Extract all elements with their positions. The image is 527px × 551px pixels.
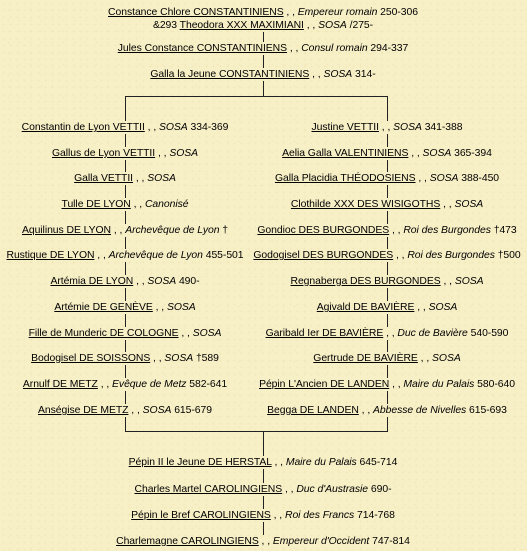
separator: , , [133, 199, 143, 210]
tree-connector [125, 160, 126, 172]
person-title: SOSA [159, 122, 188, 133]
person-dates: †473 [493, 225, 517, 236]
tree-connector [125, 314, 126, 327]
person-link[interactable]: Rustique DE LYON [6, 250, 95, 261]
person-title: SOSA [422, 148, 452, 159]
person-link[interactable]: Charles Martel CAROLINGIENS [134, 484, 283, 495]
person-title: Roi des Francs [284, 510, 355, 521]
person-entry [317, 301, 458, 314]
person-entry [31, 352, 219, 365]
person-title: Maire du Palais [285, 457, 357, 468]
person-entry [313, 352, 460, 365]
separator: , , [395, 250, 405, 261]
separator: , , [261, 536, 271, 547]
separator: , , [273, 510, 283, 521]
person-link[interactable]: Artémie DE GENÈVE [54, 302, 153, 313]
person-entry [267, 404, 507, 417]
tree-connector [125, 391, 126, 404]
separator: , , [113, 225, 123, 236]
tree-connector [125, 365, 126, 378]
person-dates: 334-369 [190, 122, 229, 133]
separator: , , [274, 457, 283, 468]
person-link[interactable]: Artémia DE LYON [50, 276, 134, 287]
tree-connector [387, 160, 388, 172]
person-link[interactable]: Godogisel DES BURGONDES [253, 250, 394, 261]
person-title: SOSA [147, 173, 176, 184]
person-title: Canonisé [144, 199, 189, 210]
separator: , , [361, 405, 371, 416]
separator: , , [418, 173, 427, 184]
person-dates: 582-641 [189, 379, 228, 390]
person-entry [74, 172, 176, 185]
tree-connector [387, 237, 388, 249]
person-dates: †500 [497, 250, 521, 261]
person-entry [131, 509, 395, 522]
separator: , , [312, 69, 321, 80]
separator: , , [420, 353, 430, 364]
separator: , , [289, 43, 299, 54]
person-entry [266, 327, 509, 340]
separator: , , [135, 173, 145, 184]
tree-connector [387, 262, 388, 275]
person-dates: 540-590 [470, 328, 509, 339]
person-title: Roi des Burgondes [407, 250, 495, 261]
person-title: Roi des Burgondes [403, 225, 491, 236]
separator: , , [100, 379, 110, 390]
separator: , , [381, 122, 391, 133]
person-title: SOSA [192, 328, 222, 339]
person-entry [116, 535, 410, 548]
person-title: SOSA [166, 302, 196, 313]
person-entry [150, 68, 375, 81]
tree-connector [387, 96, 388, 121]
separator: , , [284, 484, 294, 495]
tree-connector [387, 340, 388, 352]
separator: , , [286, 7, 295, 18]
tree-connector [125, 96, 388, 97]
person-link[interactable]: Agivald DE BAVIÈRE [316, 302, 415, 313]
person-link[interactable]: Regnaberga DES BURGONDES [290, 276, 441, 287]
separator: , , [392, 379, 401, 390]
marriage-date: &293 [152, 20, 178, 31]
person-entry [135, 483, 392, 496]
person-link[interactable]: Pépin L'Ancien DE LANDEN [259, 379, 390, 390]
person-dates: † [222, 225, 229, 236]
person-link[interactable]: Gallus de Lyon VETTII [52, 148, 156, 159]
person-entry [29, 327, 222, 340]
person-link[interactable]: Constantin de Lyon VETTII [21, 122, 145, 133]
person-entry [291, 198, 483, 211]
person-entry [23, 378, 227, 391]
person-title: SOSA [142, 405, 172, 416]
person-dates: 314- [355, 69, 376, 80]
person-entry [108, 6, 418, 19]
person-dates: 714-768 [357, 510, 395, 521]
separator: , , [443, 199, 452, 210]
tree-connector [263, 469, 264, 483]
tree-connector [125, 211, 126, 224]
person-dates: 250-306 [380, 7, 418, 18]
person-title: SOSA [318, 20, 347, 31]
person-entry [275, 172, 499, 185]
person-title: Duc d'Austrasie [296, 484, 369, 495]
separator: , , [155, 302, 165, 313]
separator: , , [391, 225, 401, 236]
person-dates: 615-679 [174, 405, 212, 416]
person-title: SOSA [147, 276, 177, 287]
person-title: Maire du Palais [403, 379, 475, 390]
tree-connector [263, 431, 264, 456]
person-link[interactable]: Galla VETTII [74, 173, 133, 184]
tree-connector [387, 185, 388, 198]
tree-connector [125, 288, 126, 301]
tree-connector [263, 496, 264, 509]
person-link[interactable]: Bodogisel DE SOISSONS [31, 353, 151, 364]
person-title: Archevêque de Lyon [125, 225, 220, 236]
separator: , , [443, 276, 452, 287]
person-entry [253, 249, 520, 262]
person-title: SOSA [454, 276, 484, 287]
separator: , , [157, 148, 167, 159]
tree-connector [263, 32, 264, 42]
person-entry [282, 147, 492, 160]
person-link[interactable]: Galla la Jeune CONSTANTINIENS [150, 69, 310, 80]
person-title: SOSA [323, 69, 353, 80]
person-dates: 747-814 [372, 536, 410, 547]
tree-connector [263, 522, 264, 535]
tree-connector [263, 55, 264, 68]
tree-connector [387, 391, 388, 404]
tree-connector [125, 417, 126, 431]
person-title: Abbesse de Nivelles [373, 405, 467, 416]
person-dates: /275- [349, 20, 374, 31]
person-link[interactable]: Anségise DE METZ [38, 405, 129, 416]
person-title: Duc de Bavière [397, 328, 468, 339]
person-link[interactable]: Galla Placidia THÉODOSIENS [274, 173, 416, 184]
tree-connector [387, 288, 388, 301]
person-dates: 388-450 [461, 173, 500, 184]
person-entry [62, 198, 189, 211]
person-link[interactable]: Gertrude DE BAVIÈRE [313, 353, 418, 364]
person-title: SOSA [428, 302, 458, 313]
person-title: Empereur romain [297, 7, 378, 18]
person-title: SOSA [429, 173, 459, 184]
separator: , , [97, 250, 106, 261]
person-entry [153, 19, 373, 32]
tree-connector [125, 340, 126, 352]
person-entry [38, 404, 212, 417]
separator: , , [153, 353, 162, 364]
person-title: Evêque de Metz [112, 379, 187, 390]
separator: , , [386, 328, 395, 339]
separator: , , [136, 276, 145, 287]
person-entry [50, 275, 199, 288]
person-entry [129, 456, 398, 469]
person-link[interactable]: Clothilde XXX DES WISIGOTHS [290, 199, 441, 210]
person-link[interactable]: Garibald Ier DE BAVIÈRE [265, 328, 384, 339]
tree-connector [387, 417, 388, 431]
person-link[interactable]: Charlemagne CAROLINGIENS [116, 536, 259, 547]
tree-connector [387, 365, 388, 378]
person-entry [259, 378, 515, 391]
person-title: SOSA [432, 353, 461, 364]
person-dates: 615-693 [469, 405, 507, 416]
person-link[interactable]: Fille de Munderic DE COLOGNE [28, 328, 179, 339]
person-entry [291, 275, 484, 288]
person-entry [118, 42, 408, 55]
person-dates: 455-501 [205, 250, 244, 261]
person-title: SOSA [169, 148, 198, 159]
person-entry [52, 147, 198, 160]
tree-connector [125, 134, 126, 147]
person-title: SOSA [454, 199, 484, 210]
separator: , , [306, 20, 316, 31]
tree-connector [125, 237, 126, 249]
person-link[interactable]: Jules Constance CONSTANTINIENS [117, 43, 288, 54]
person-dates: 294-337 [370, 43, 409, 54]
tree-connector [125, 262, 126, 275]
separator: , , [181, 328, 190, 339]
person-entry [22, 224, 228, 237]
separator: , , [147, 122, 157, 133]
person-link[interactable]: Justine VETTII [311, 122, 379, 133]
person-entry [257, 224, 516, 237]
person-dates: 490- [178, 276, 200, 287]
tree-connector [387, 314, 388, 327]
person-link[interactable]: Aquilinus DE LYON [21, 225, 112, 236]
separator: , , [411, 148, 420, 159]
person-link[interactable]: Pépin II le Jeune DE HERSTAL [128, 457, 272, 468]
person-link[interactable]: Arnulf DE METZ [22, 379, 98, 390]
tree-connector [125, 431, 388, 432]
person-entry [22, 121, 229, 134]
person-title: Consul romain [301, 43, 368, 54]
person-dates: 645-714 [359, 457, 398, 468]
person-link[interactable]: Gondioc DES BURGONDES [257, 225, 390, 236]
separator: , , [417, 302, 426, 313]
tree-connector [387, 134, 388, 147]
person-dates: 365-394 [454, 148, 492, 159]
person-title: SOSA [164, 353, 194, 364]
separator: , , [131, 405, 140, 416]
person-link[interactable]: Theodora XXX MAXIMIANI [179, 20, 304, 31]
person-link[interactable]: Aelia Galla VALENTINIENS [282, 148, 409, 159]
person-entry [54, 301, 195, 314]
tree-connector [125, 96, 126, 121]
person-link[interactable]: Pépin le Bref CAROLINGIENS [131, 510, 271, 521]
person-link[interactable]: Tulle DE LYON [61, 199, 131, 210]
person-title: Empereur d'Occident [272, 536, 370, 547]
person-dates: 580-640 [477, 379, 515, 390]
person-title: SOSA [393, 122, 422, 133]
person-link[interactable]: Constance Chlore CONSTANTINIENS [108, 7, 284, 18]
person-title: Archevêque de Lyon [108, 250, 203, 261]
tree-connector [387, 211, 388, 224]
person-link[interactable]: Begga DE LANDEN [267, 405, 359, 416]
person-entry [6, 249, 243, 262]
person-entry [312, 121, 463, 134]
tree-connector [125, 185, 126, 198]
tree-connector [263, 81, 264, 96]
person-dates: †589 [195, 353, 219, 364]
person-dates: 690- [370, 484, 392, 495]
person-dates: 341-388 [424, 122, 463, 133]
